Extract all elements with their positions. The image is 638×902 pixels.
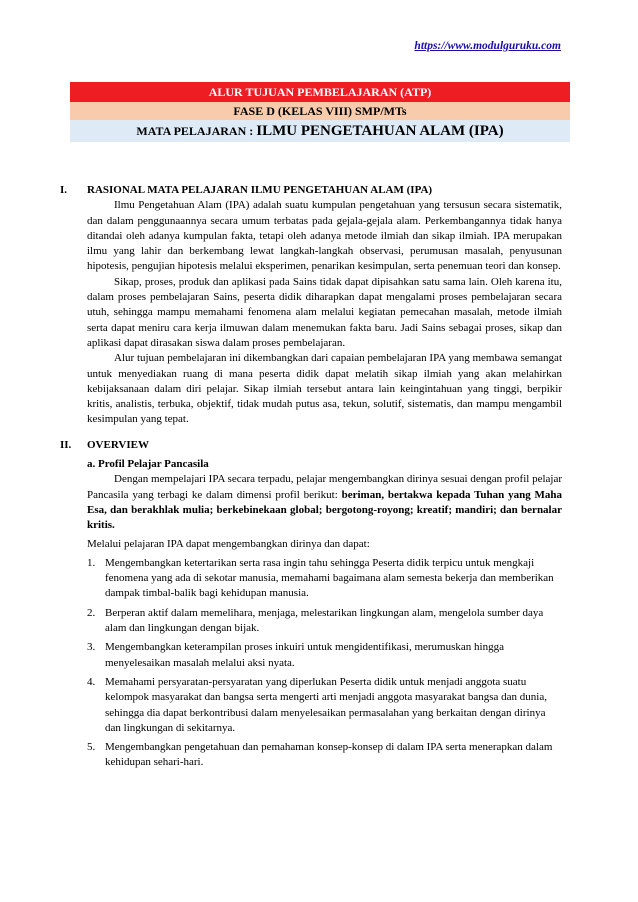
fase-bar: FASE D (KELAS VIII) SMP/MTs <box>70 102 570 120</box>
subsection-title: a. Profil Pelajar Pancasila <box>87 458 209 471</box>
atp-title-bar: ALUR TUJUAN PEMBELAJARAN (ATP) <box>70 82 570 102</box>
website-link[interactable]: https://www.modulguruku.com <box>414 40 561 52</box>
list-text: Mengembangkan keterampilan proses inkuiri untuk mengidentifikasi, merumuskan hingga menyelesaikan masalah melalui aksi nyata. <box>105 641 504 669</box>
list-number: 1. <box>87 556 96 569</box>
list-item <box>87 675 562 736</box>
list-item <box>87 556 562 602</box>
section-number: I. <box>60 184 68 196</box>
paragraph <box>87 472 562 533</box>
section-number: II. <box>60 438 72 451</box>
paragraph: Ilmu Pengetahuan Alam (IPA) adalah suatu kumpulan pengetahuan yang tersusun secara sistematik, dan dalam penggunaannya secara umum terbatas pada gejala-gejala alam. Perkembangannya tidak hanya ditandai oleh adanya kumpulan fakta, tetapi oleh adanya metode ilmiah dan sikap ilmiah. IPA merupakan ilmu yang lahir dan berkembang lewat langkah-langkah observasi, perumusan masalah, penyusunan hipotesis, pengujian hipotesis melalui eksperimen, penarikan kesimpulan, serta penemuan teori dan konsep. <box>87 199 562 273</box>
section-title: RASIONAL MATA PELAJARAN ILMU PENGETAHUAN ALAM (IPA) <box>87 184 433 196</box>
list-number: 3. <box>87 641 96 654</box>
list-number: 5. <box>87 741 96 754</box>
section-rasional <box>60 183 562 428</box>
list-text: Mengembangkan ketertarikan serta rasa ingin tahu sehingga Peserta didik terpicu untuk mengkaji fenomena yang ada di sekotar manusia, memahami bagaimana alam semesta bekerja dan memberikan dampak timbal-balik bagi kehidupan manusia. <box>105 556 554 600</box>
numbered-list <box>87 556 562 771</box>
list-intro: Melalui pelajaran IPA dapat mengembangkan dirinya dan dapat: <box>87 537 370 550</box>
paragraph: Sikap, proses, produk dan aplikasi pada Sains tidak dapat dipisahkan satu sama lain. Oleh karena itu, dalam proses pembelajaran Sains, peserta didik diharapkan dapat mengalami proses pembelajaran secara utuh, sehingga mampu memahami fenomena alam melalui kegiatan pemecahan masalah, metode ilmiah serta dapat meniru cara kerja ilmuwan dalam menemukan fakta baru. Jadi Sains sebagai proses, sikap dan aplikasi dapat dirasakan siswa dalam proses pembelajaran. <box>87 275 562 349</box>
document-body <box>60 183 562 775</box>
list-text: Mengembangkan pengetahuan dan pemahaman konsep-konsep di dalam IPA serta menerapkan dalam kehidupan sehari-hari. <box>105 741 553 769</box>
list-item <box>87 640 562 671</box>
section-overview <box>60 438 562 771</box>
mapel-value: ILMU PENGETAHUAN ALAM (IPA) <box>256 123 504 139</box>
section-title: OVERVIEW <box>87 438 149 451</box>
list-item <box>87 740 562 771</box>
list-number: 2. <box>87 606 96 619</box>
list-item <box>87 606 562 637</box>
paragraph: Alur tujuan pembelajaran ini dikembangkan dari capaian pembelajaran IPA yang membawa semangat untuk menyediakan ruang di mana peserta didik dapat melatih sikap ilmiah yang akan melahirkan kebijaksanaan dalam diri pelajar. Sikap ilmiah tersebut antara lain keingintahuan yang tinggi, berpikir kritis, analistis, terbuka, objektif, tidak mudah putus asa, tekun, solutif, sistematis, dan mampu mengambil kesimpulan yang tepat. <box>87 352 562 426</box>
mapel-label: MATA PELAJARAN : <box>136 124 257 138</box>
list-text: Memahami persyaratan-persyaratan yang diperlukan Peserta didik untuk menjadi anggota suatu kelompok masyarakat dan bangsa serta mengerti arti menjadi anggota masyarakat bangsa dan dunia, sehingga dia dapat berkontribusi dalam menyelesaikan permasalahan yang berkaitan dengan dirinya dan lingkungan di sekitarnya. <box>105 675 547 734</box>
list-text: Berperan aktif dalam memelihara, menjaga, melestarikan lingkungan alam, mengelola sumber daya alam dan lingkungan dengan bijak. <box>105 606 544 635</box>
paragraph-text: Dengan mempelajari IPA secara terpadu, pelajar mengembangkan dirinya sesuai dengan profil pelajar Pancasila yang terbagi ke dalam dimensi profil berikut: <box>87 473 562 501</box>
mapel-bar <box>70 120 570 142</box>
list-number: 4. <box>87 675 96 688</box>
profil-dimensions: beriman, bertakwa kepada Tuhan yang Maha Esa, dan berakhlak mulia; berkebinekaan global; bergotong-royong; kreatif; mandiri; dan bernalar kritis. <box>87 488 562 532</box>
